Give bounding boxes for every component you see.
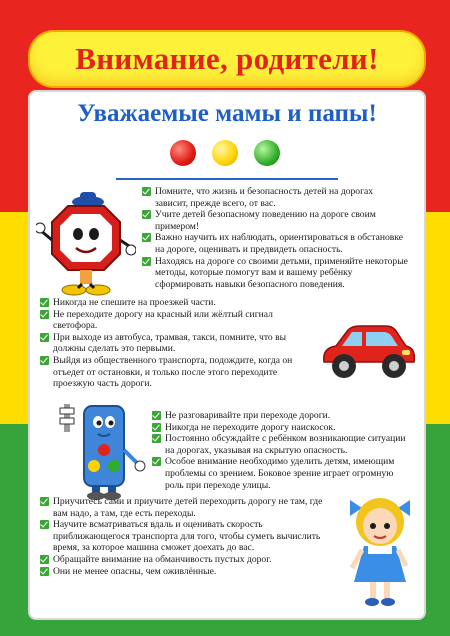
traffic-lights xyxy=(168,140,288,170)
checkmark-icon xyxy=(40,497,49,506)
checkmark-icon xyxy=(152,423,161,432)
list-item: Находясь на дороге со своими детьми, применяйте некоторые методы, которые помогут вам и вашему ребёнку сформировать навыки безопасного поведения. xyxy=(142,256,408,291)
advice-block-1 xyxy=(142,186,408,290)
checkmark-icon xyxy=(152,411,161,420)
divider xyxy=(116,178,338,180)
checkmark-icon xyxy=(142,210,151,219)
list-item: Обращайте внимание на обманчивость пустых дорог. xyxy=(40,554,324,566)
checkmark-icon xyxy=(40,555,49,564)
list-item: Выйдя из общественного транспорта, подождите, когда он отъедет от остановки, и только после этого переходите проезжую часть дороги. xyxy=(40,355,316,390)
checkmark-icon xyxy=(142,187,151,196)
girl-with-bows-icon xyxy=(340,490,420,610)
checkmark-icon xyxy=(142,233,151,242)
advice-block-4 xyxy=(40,496,324,577)
checkmark-icon xyxy=(40,520,49,529)
list-item: Особое внимание необходимо уделить детям, имеющим проблемы со зрением. Боковое зрение играет огромную роль при переходе улицы. xyxy=(152,456,414,491)
green-light-icon xyxy=(254,140,280,166)
list-item: Приучитесь сами и приучите детей переходить дорогу не там, где вам надо, а там, где есть переходы. xyxy=(40,496,324,519)
red-car-icon xyxy=(318,318,418,384)
red-light-icon xyxy=(170,140,196,166)
list-item: Никогда не спешите на проезжей части. xyxy=(40,297,316,309)
checkmark-icon xyxy=(142,257,151,266)
checkmark-icon xyxy=(40,333,49,342)
advice-block-2 xyxy=(40,297,316,390)
checkmark-icon xyxy=(152,457,161,466)
content-panel xyxy=(28,90,426,620)
poster-title: Внимание, родители! xyxy=(75,41,379,76)
list-item: Научите всматриваться вдаль и оценивать скорость приближающегося транспорта для того, чтобы суметь вычислить время, за которое машина сможет доехать до вас. xyxy=(40,519,324,554)
title-banner xyxy=(28,30,426,88)
list-item: Постоянно обсуждайте с ребёнком возникающие ситуации на дорогах, указывая на скрытую опасность. xyxy=(152,433,414,456)
list-item: Не переходите дорогу на красный или жёлтый сигнал светофора. xyxy=(40,309,316,332)
checkmark-icon xyxy=(40,298,49,307)
list-item: Важно научить их наблюдать, ориентироваться в обстановке на дороге, оценивать и предвидеть опасность. xyxy=(142,232,408,255)
subtitle: Уважаемые мамы и папы! xyxy=(77,100,377,127)
list-item: Помните, что жизнь и безопасность детей на дорогах зависит, прежде всего, от вас. xyxy=(142,186,408,209)
list-item: При выходе из автобуса, трамвая, такси, помните, что вы должны сделать это первыми. xyxy=(40,332,316,355)
checkmark-icon xyxy=(40,567,49,576)
checkmark-icon xyxy=(40,356,49,365)
traffic-light-character-icon xyxy=(54,400,150,500)
list-item: Они не менее опасны, чем оживлённые. xyxy=(40,566,324,578)
list-item: Не разговаривайте при переходе дороги. xyxy=(152,410,414,422)
list-item: Никогда не переходите дорогу наискосок. xyxy=(152,422,414,434)
checkmark-icon xyxy=(152,434,161,443)
stop-sign-character-icon xyxy=(36,184,136,296)
list-item: Учите детей безопасному поведению на дороге своим примером! xyxy=(142,209,408,232)
advice-block-3 xyxy=(152,410,414,491)
yellow-light-icon xyxy=(212,140,238,166)
checkmark-icon xyxy=(40,310,49,319)
